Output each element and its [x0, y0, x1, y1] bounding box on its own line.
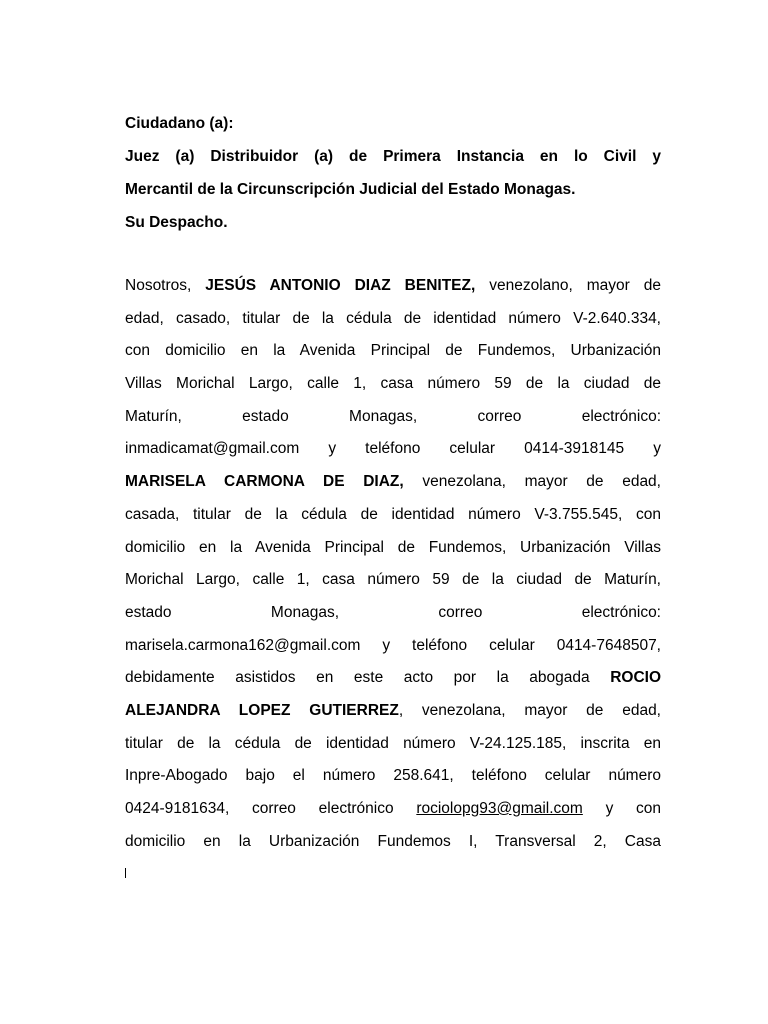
body-line — [125, 793, 661, 826]
body-text: venezolana, mayor de edad, — [422, 473, 661, 491]
body-line — [125, 662, 661, 695]
body-line: Maturín, estado Monagas, correo electrónico: — [125, 407, 661, 425]
petitioner-name-2: MARISELA CARMONA DE DIAZ, — [125, 473, 404, 491]
body-line: Morichal Largo, calle 1, casa número 59 de la ciudad de Maturín, — [125, 571, 661, 589]
body-line: casada, titular de la cédula de identidad número V-3.755.545, con — [125, 505, 661, 523]
body-line: domicilio en la Urbanización Fundemos I, Transversal 2, Casa — [125, 832, 661, 850]
body-line: Inpre-Abogado bajo el número 258.641, teléfono celular número — [125, 767, 661, 785]
letter-header — [125, 107, 661, 239]
body-line: inmadicamat@gmail.com y teléfono celular 0414-3918145 y — [125, 440, 661, 458]
body-line: domicilio en la Avenida Principal de Fundemos, Urbanización Villas — [125, 538, 661, 556]
body-text: Nosotros, — [125, 277, 192, 294]
email-link[interactable]: rociolopg93@gmail.com — [416, 800, 583, 817]
lawyer-name-part-1: ROCIO — [610, 669, 661, 687]
body-line — [125, 466, 661, 499]
body-text: , venezolana, mayor de edad, — [398, 701, 661, 719]
text-cursor — [125, 868, 126, 878]
body-line: marisela.carmona162@gmail.com y teléfono celular 0414-7648507, — [125, 636, 661, 654]
lawyer-name-part-2: ALEJANDRA LOPEZ GUTIERREZ — [125, 701, 399, 719]
body-text: venezolano, mayor de — [489, 277, 661, 294]
body-line — [125, 270, 661, 303]
header-addressee: Ciudadano (a): — [125, 115, 234, 132]
body-text: y con — [605, 800, 661, 817]
petitioner-name-1: JESÚS ANTONIO DIAZ BENITEZ, — [205, 277, 476, 294]
body-line — [125, 695, 661, 728]
body-line: titular de la cédula de identidad número V-24.125.185, inscrita en — [125, 734, 661, 752]
body-line: con domicilio en la Avenida Principal de Fundemos, Urbanización — [125, 342, 661, 360]
header-office: Su Despacho. — [125, 214, 228, 231]
body-line: edad, casado, titular de la cédula de identidad número V-2.640.334, — [125, 309, 661, 327]
body-text: debidamente asistidos en este acto por la abogada — [125, 669, 590, 687]
letter-body — [125, 270, 661, 858]
body-line: estado Monagas, correo electrónico: — [125, 603, 661, 621]
header-judge-line-1: Juez (a) Distribuidor (a) de Primera Instancia en lo Civil y — [125, 148, 661, 165]
body-line: Villas Morichal Largo, calle 1, casa número 59 de la ciudad de — [125, 375, 661, 393]
body-text: 0424-9181634, correo electrónico — [125, 800, 394, 817]
header-judge-line-2: Mercantil de la Circunscripción Judicial del Estado Monagas. — [125, 181, 576, 198]
